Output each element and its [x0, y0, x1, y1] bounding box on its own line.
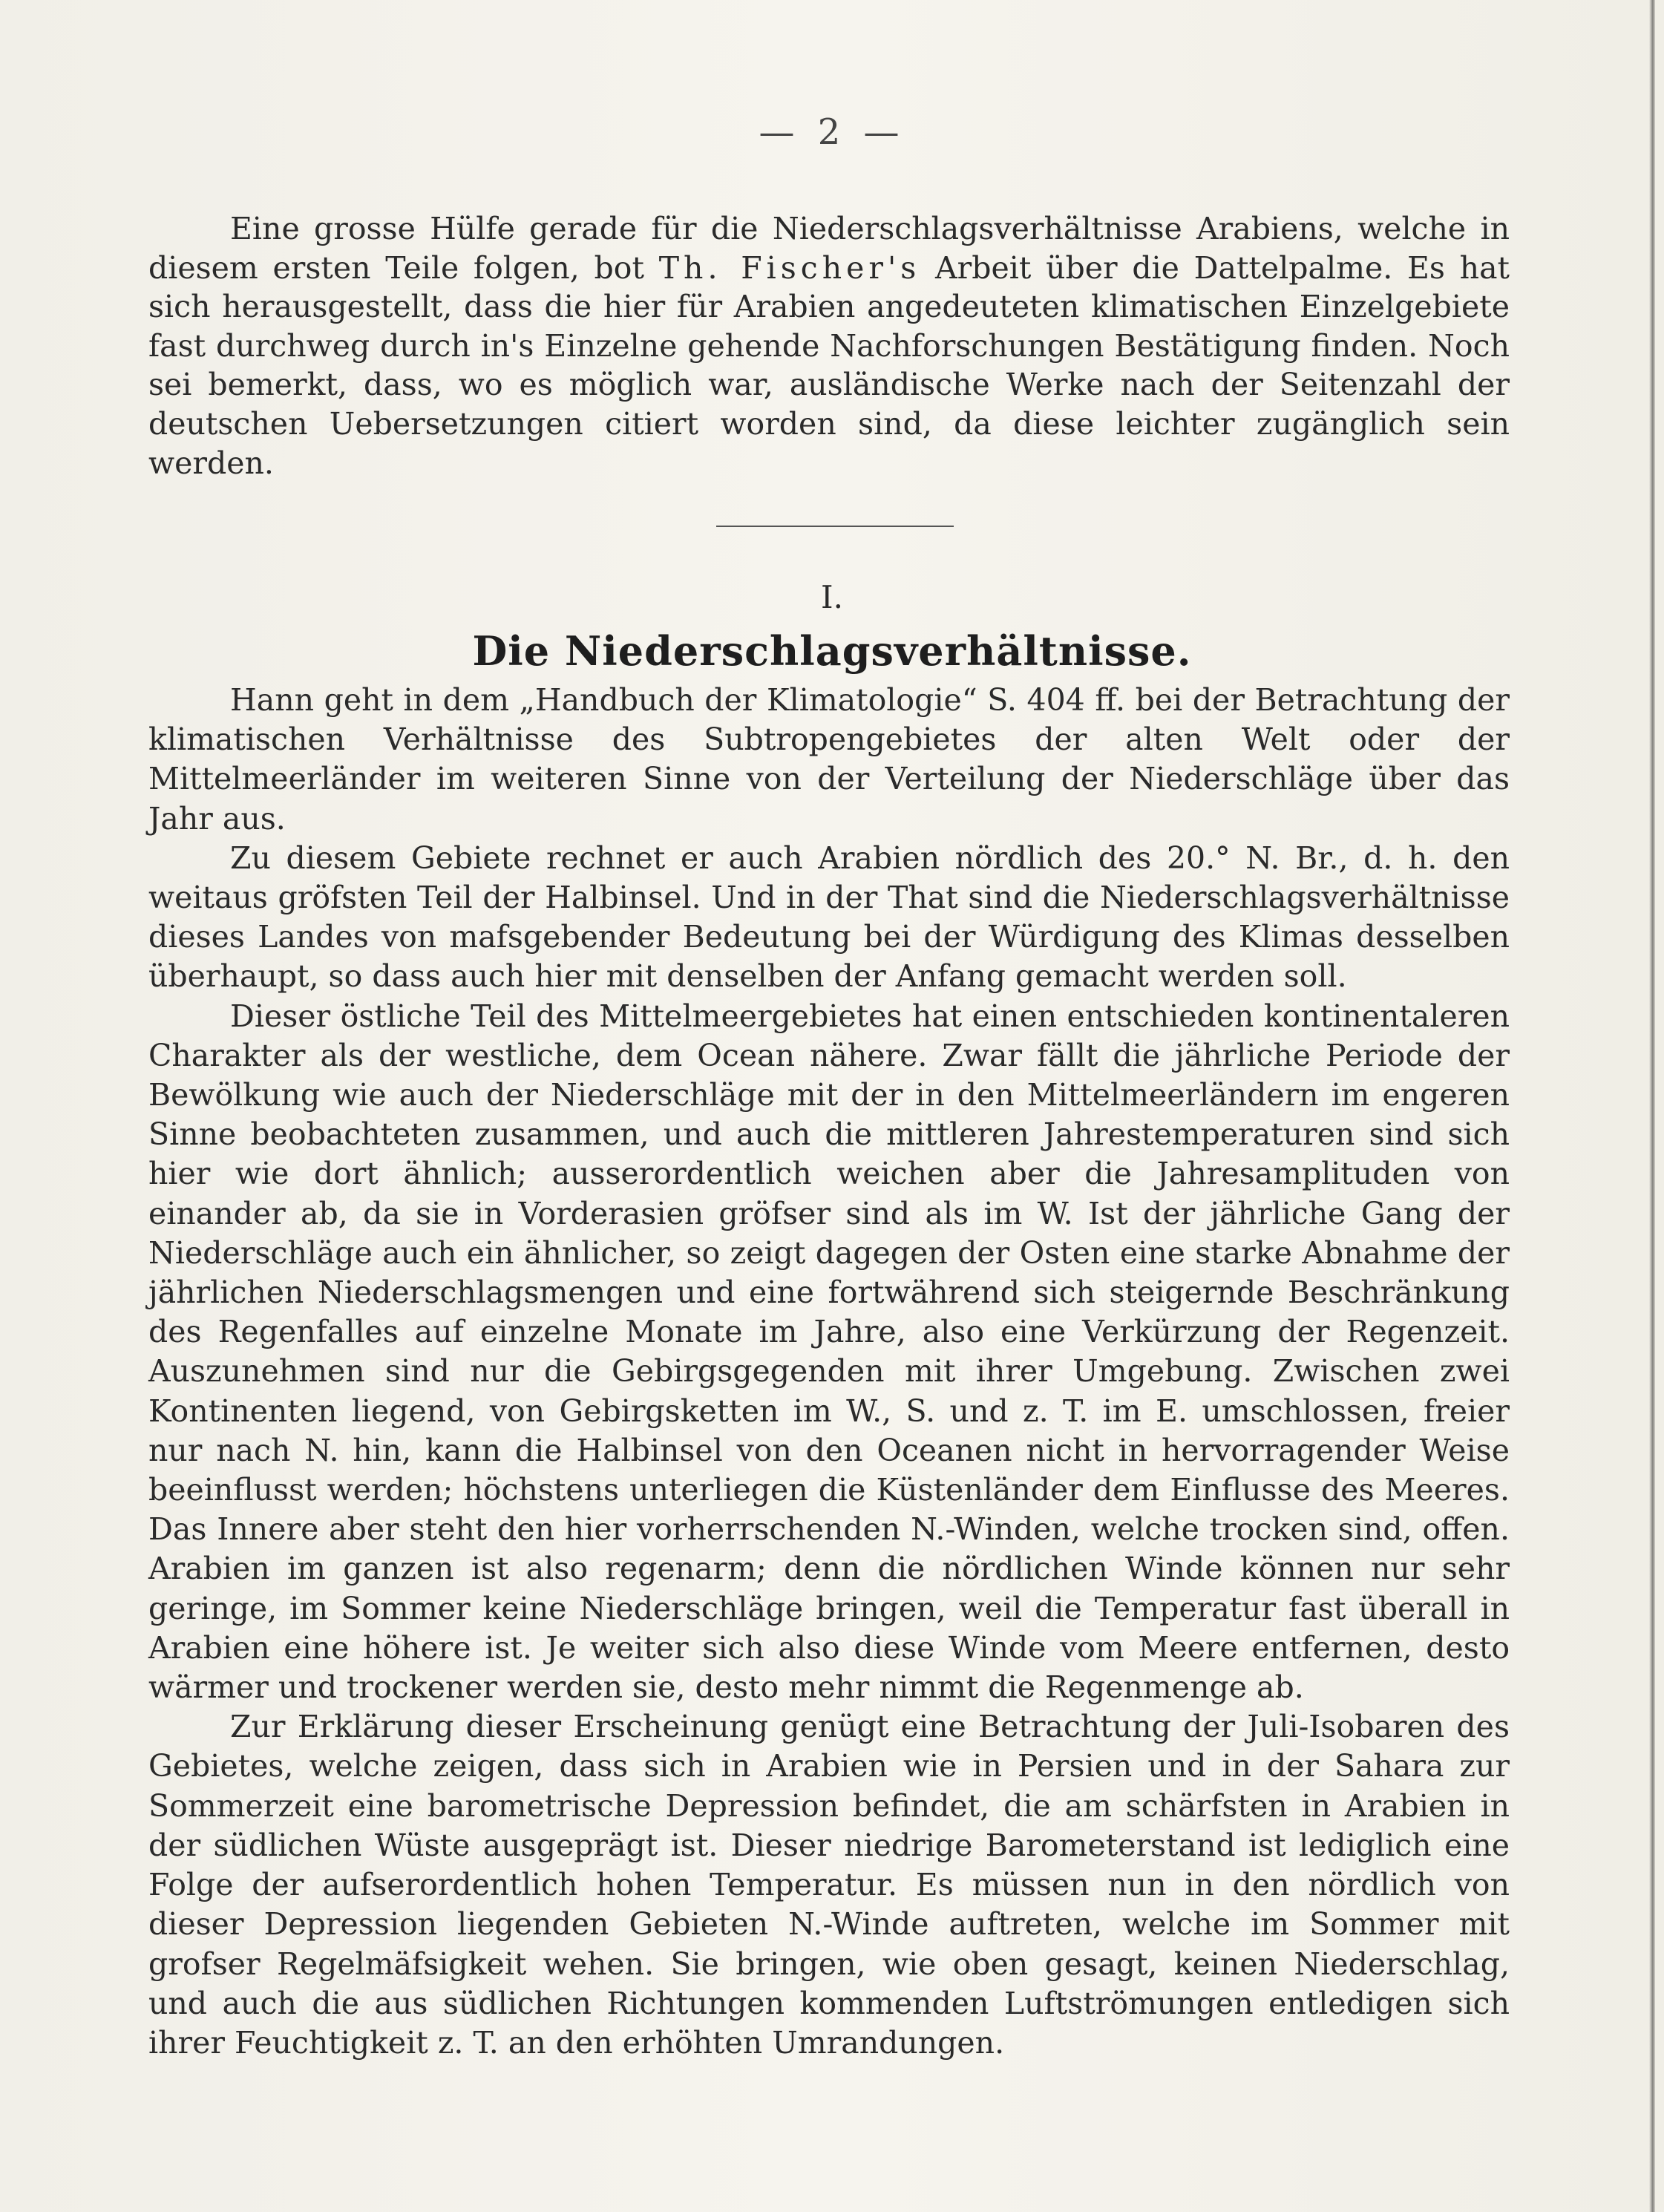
author-name: Th. Fischer's [658, 249, 921, 286]
page-edge-shadow [1649, 0, 1655, 2212]
section-title: Die Niederschlagsverhältnisse. [472, 627, 1192, 675]
intro-text-a: Eine grosse Hülfe gerade für die Niederschlagsverhältnisse Arabiens, welche in diesem ersten Teile folgen, bot [148, 211, 1510, 286]
intro-text [148, 209, 1510, 482]
paragraph: Zu diesem Gebiete rechnet er auch Arabien nördlich des 20.° N. Br., d. h. den weitaus gröfsten Teil der Halbinsel. Und in der That sind die Niederschlagsverhältnisse dieses Landes von mafsgebender Bedeutung bei der Würdigung des Klimas desselben überhaupt, so dass auch hier mit denselben der Anfang gemacht werden soll. [148, 840, 1510, 995]
section-number: I. [821, 579, 843, 615]
intro-text-b: Arbeit über die Dattelpalme. Es hat sich herausgestellt, dass die hier für Arabien angedeuteten klimatischen Einzelgebiete fast durchweg durch in's Einzelne gehende Nachforschungen Bestätigung finden. Noch sei bemerkt, dass, wo es möglich war, ausländische Werke nach der Seitenzahl der deutschen Uebersetzungen citiert worden sind, da diese leichter zugänglich sein werden. [148, 249, 1510, 481]
paragraph: Dieser östliche Teil des Mittelmeergebietes hat einen entschieden kontinentaleren Charakter als der westliche, dem Ocean nähere. Zwar fällt die jährliche Periode der Bewölkung wie auch der Niederschläge mit der in den Mittelmeerländern im engeren Sinne beobachteten zusammen, und auch die mittleren Jahrestemperaturen sind sich hier wie dort ähnlich; ausserordentlich weichen aber die Jahresamplituden von einander ab, da sie in Vorderasien gröfser sind als im W. Ist der jährliche Gang der Niederschläge auch ein ähnlicher, so zeigt dagegen der Osten eine starke Abnahme der jährlichen Niederschlagsmengen und eine fortwährend sich steigernde Beschränkung des Regenfalles auf einzelne Monate im Jahre, also eine Verkürzung der Regenzeit. Auszunehmen sind nur die Gebirgsgegenden mit ihrer Umgebung. Zwischen zwei Kontinenten liegend, von Gebirgsketten im W., S. und z. T. im E. umschlossen, freier nur nach N. hin, kann die Halbinsel von den Oceanen nicht in hervorragender Weise beeinflusst werden; höchstens unterliegen die Küstenländer dem Einflusse des Meeres. Das Innere aber steht den hier vorherrschenden N.-Winden, welche trocken sind, offen. Arabien im ganzen ist also regenarm; denn die nördlichen Winde können nur sehr geringe, im Sommer keine Niederschläge bringen, weil die Temperatur fast überall in Arabien eine höhere ist. Je weiter sich also diese Winde vom Meere entfernen, desto wärmer und trockener werden sie, desto mehr nimmt die Regenmenge ab. [148, 998, 1510, 1706]
paragraph: Hann geht in dem „Handbuch der Klimatologie“ S. 404 ff. bei der Betrachtung der klimatischen Verhältnisse des Subtropengebietes der alten Welt oder der Mittelmeerländer im weiteren Sinne von der Verteilung der Niederschläge über das Jahr aus. [148, 682, 1510, 837]
paragraph: Zur Erklärung dieser Erscheinung genügt eine Betrachtung der Juli-Isobaren des Gebietes, welche zeigen, dass sich in Arabien wie in Persien und in der Sahara zur Sommerzeit eine barometrische Depression befindet, die am schärfsten in Arabien in der südlichen Wüste ausgeprägt ist. Dieser niedrige Barometerstand ist lediglich eine Folge der aufserordentlich hohen Temperatur. Es müssen nun in den nördlich von dieser Depression liegenden Gebieten N.-Winde auftreten, welche im Sommer mit grofser Regelmäfsigkeit wehen. Sie bringen, wie oben gesagt, keinen Niederschlag, und auch die aus südlichen Richtungen kommenden Luftströmungen entledigen sich ihrer Feuchtigkeit z. T. an den erhöhten Umrandungen. [148, 1709, 1510, 2061]
section-body [148, 681, 1510, 2063]
intro-paragraph [148, 209, 1510, 482]
section-divider [716, 526, 954, 527]
page-number: — 2 — [759, 111, 905, 153]
